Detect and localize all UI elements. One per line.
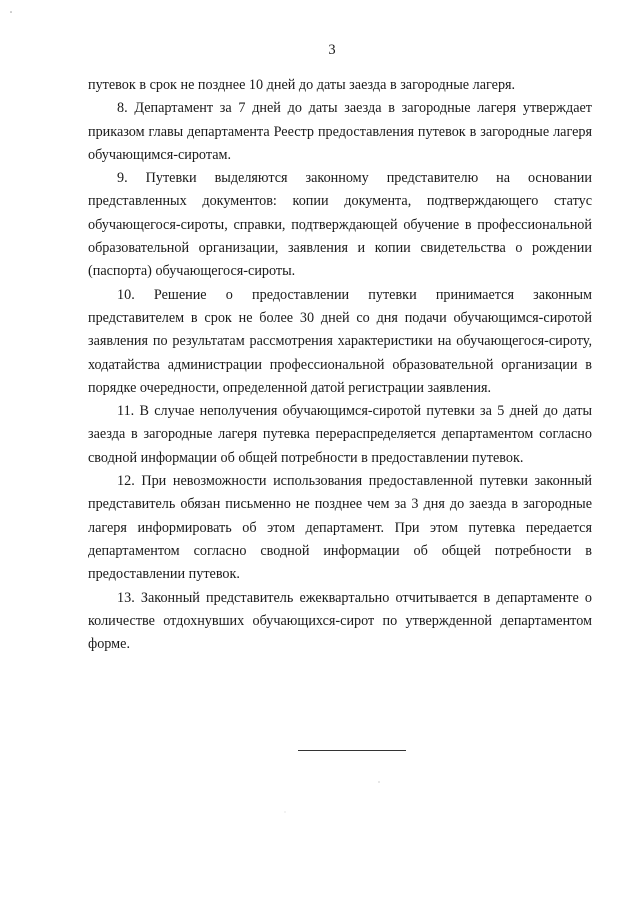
paragraph-12: 12. При невозможности использования предоставленной путевки законный представитель обязан письменно не позднее чем за 3 дня до заезда в загородные лагеря информировать об этом департамент. При этом путевка передается департаментом согласно сводной информации об общей потребности в предоставлении путевок.: [88, 473, 592, 583]
paragraph-continuation: путевок в срок не позднее 10 дней до даты заезда в загородные лагеря.: [88, 77, 516, 93]
document-body: [88, 74, 592, 656]
paragraph-9: 9. Путевки выделяются законному представителю на основании представленных документов: копии документа, подтверждающего статус обучающегося-сироты, справки, подтверждающей обучение в профессиональной образовательной организации, заявления и копии свидетельства о рождении (паспорта) обучающегося-сироты.: [88, 170, 592, 280]
scan-speck: [10, 11, 12, 13]
paragraph-8: 8. Департамент за 7 дней до даты заезда в загородные лагеря утверждает приказом главы департамента Реестр предоставления путевок в загородные лагеря обучающимся-сиротам.: [88, 100, 592, 163]
scan-speck: [285, 812, 286, 813]
page-number: 3: [328, 42, 336, 58]
paragraph-11: 11. В случае неполучения обучающимся-сиротой путевки за 5 дней до даты заезда в загородные лагеря путевка перераспределяется департаментом согласно сводной информации об общей потребности в предоставлении путевок.: [88, 403, 592, 466]
paragraph-13: 13. Законный представитель ежеквартально отчитывается в департаменте о количестве отдохнувших обучающихся-сирот по утвержденной департаментом форме.: [88, 589, 592, 653]
paragraph-10: 10. Решение о предоставлении путевки принимается законным представителем в срок не более 30 дней со дня подачи обучающимся-сиротой заявления по результатам рассмотрения характеристики на обучающегося-сироту, ходатайства администрации профессиональной образовательной организации в порядке очередности, определенной датой регистрации заявления.: [88, 286, 592, 396]
end-of-document-rule: [298, 750, 406, 751]
scan-speck: [378, 781, 379, 782]
